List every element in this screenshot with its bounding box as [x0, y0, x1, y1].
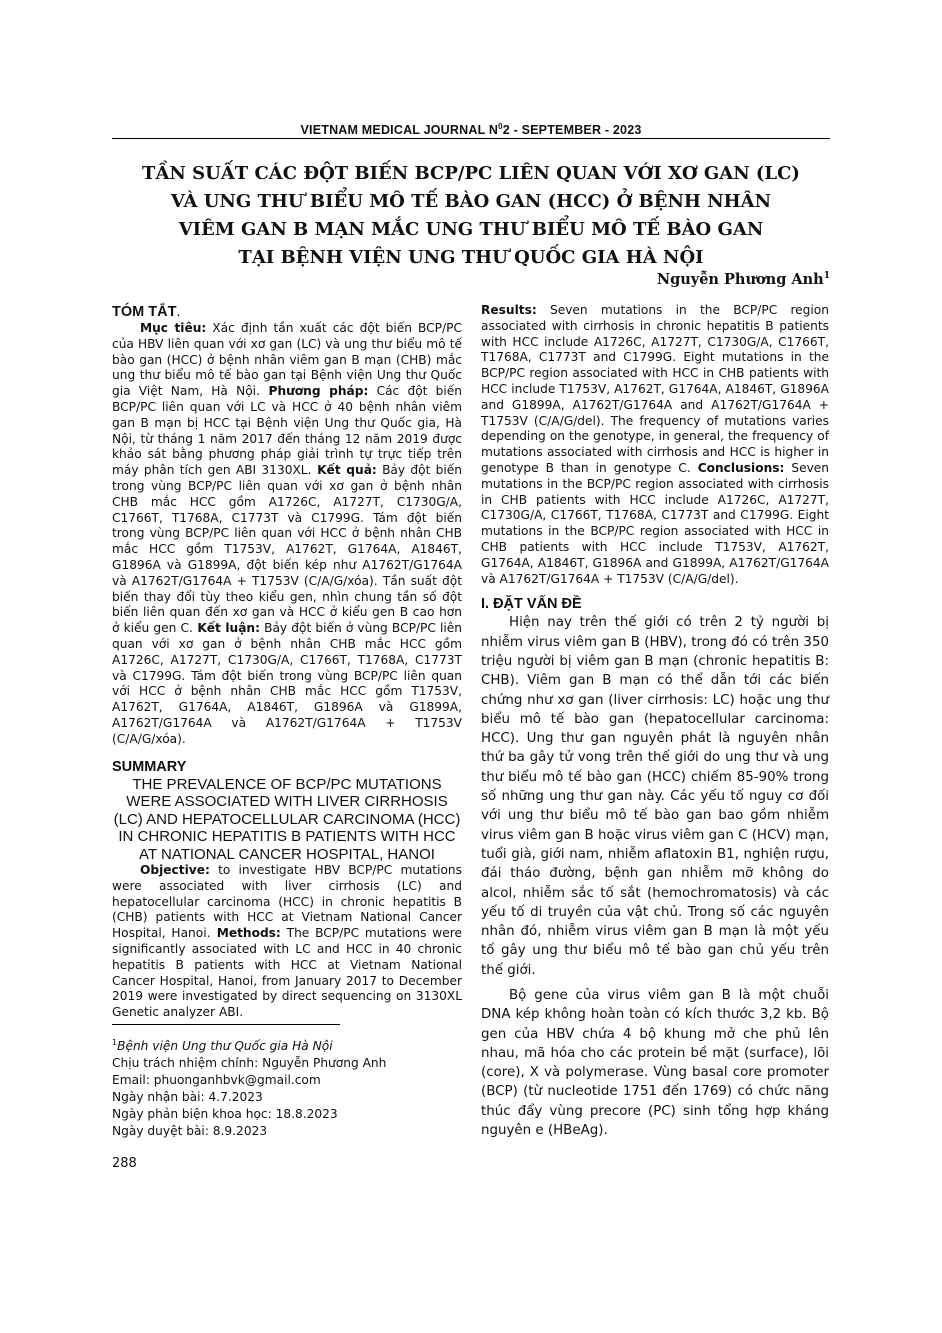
abstract-vi-text: Mục tiêu: Xác định tần xuất các đột biến BCP/PC của HBV liên quan với xơ gan (LC) và ung thư biểu mô tế bào gan (HCC) ở bệnh nhân viêm gan B mạn (CHB) mắc ung thư biểu mô tế bào gan tại Bệnh viện Ung thư Quốc gia Việt Nam, Hà Nội. Phương pháp: Các đột biến BCP/PC liên quan với LC và HCC ở 40 bệnh nhân viêm gan B mạn bị HCC tại Bệnh viện Ung thư Quốc gia, Hà Nội, từ tháng 1 năm 2017 đến tháng 12 năm 2019 được khảo sát bằng phương pháp giải trình tự trực tiếp trên máy phân tích gen ABI 3130XL. Kết quả: Bảy đột biến trong vùng BCP/PC liên quan với xơ gan ở bệnh nhân CHB mắc HCC gồm A1726C, A1727T, C1730G/A, C1766T, T1768A, C1773T và C1799G. Tám đột biến trong vùng BCP/PC liên quan với HCC ở bệnh nhân CHB mắc HCC gồm T1753V, A1762T, G1764A, A1846T, G1896A và G1899A, đột biến kép như A1762T/G1764A và A1762T/G1764A + T1753V (C/A/G/xóa). Tần suất đột biến thay đổi tùy theo kiểu gen, nhìn chung tần số đột biến liên quan đến xơ gan và HCC ở kiểu gen B cao hơn ở kiểu gen C. Kết luận: Bảy đột biến ở vùng BCP/PC liên quan với xơ gan ở bệnh nhân CHB mắc HCC gồm A1726C, A1727T, C1730G/A, C1766T, T1768A, C1773T và C1799G. Tám đột biến trong vùng BCP/PC liên quan với HCC ở bệnh nhân CHB mắc HCC gồm T1753V, A1762T, G1764A, A1846T, G1896A và G1899A, A1762T/G1764A và A1762T/G1764A + T1753V (C/A/G/xóa). [112, 321, 463, 746]
footnote-email: Email: phuonganhbvk@gmail.com [112, 1072, 321, 1087]
intro-heading: I. ĐẶT VẤN ĐỀ [481, 596, 582, 613]
intro-paragraph-1: Hiện nay trên thế giới có trên 2 tỷ người bị nhiễm virus viêm gan B (HBV), trong đó có trên 350 triệu người bị viêm gan B mạn (chronic hepatitis B: CHB). Viêm gan B mạn có thể dẫn tới các biến chứng như xơ gan (liver cirrhosis: LC) hoặc ung thư biểu mô tế bào gan (hepatocellular carcinoma: HCC). Ung thư gan nguyên phát là nguyên nhân thứ ba gây tử vong trên thế giới do ung thư và ung thư biểu mô tế bào gan (HCC) chiếm 85-90% trong số những ung thư gan này. Các yếu tố nguy cơ đối với ung thư biểu mô tế bào gan bao gồm nhiễm virus viêm gan B hoặc virus viêm gan C (HCV) mạn, tuổi già, giới nam, nhiễm aflatoxin B1, nghiện rượu, đái tháo đường, bệnh gan nhiễm mỡ không do alcol, nhiễm sắc tố sắt (hemochromatosis) và các yếu tố di truyền của vật chủ. Trong số các nguyên nhân đó, nhiễm virus viêm gan B mạn là một yếu tố gây ung thư biểu mô tế bào gan chủ yếu trên thế giới. [481, 615, 829, 978]
abstract-heading: TÓM TẮT. [112, 304, 181, 320]
footnote-affiliation: $^1$Bệnh viện Ung thư Quốc gia Hà Nội [112, 1038, 333, 1054]
running-header: VIETNAM MEDICAL JOURNAL $N^02$ - SEPTEMBER - 2023 [300, 122, 642, 138]
footnote-responsible: Chịu trách nhiệm chính: Nguyễn Phương Anh [112, 1055, 387, 1070]
footnote-rule [112, 1024, 340, 1025]
right-column [481, 303, 829, 1140]
summary-text-part2: Results: Seven mutations in the BCP/PC region associated with cirrhosis in chronic hepatitis B patients with HCC include A1726C, A1727T, C1730G/A, C1766T, T1768A, C1773T and C1799G. Eight mutations in the BCP/PC region associated with HCC in CHB patients with HCC include T1753V, A1762T, G1764A, A1846T, G1896A and G1899A, A1762T/G1764A and A1762T/G1764A + T1753V (C/A/G/del). The frequency of mutations varies depending on the genotype, in general, the frequency of mutations associated with cirrhosis and HCC is higher in genotype B than in genotype C. Conclusions: Seven mutations in the BCP/PC region associated with cirrhosis in CHB patients with HCC include A1726C, A1727T, C1730G/A, C1766T, T1768A, C1773T and C1799G. Eight mutations in the BCP/PC region associated with HCC in CHB patients with HCC include T1753V, A1762T, G1764A, A1846T, G1896A and G1899A, A1762T/G1764A và A1762T/G1764A + T1753V (C/A/G/del). [481, 303, 830, 586]
title-line-1: TẦN SUẤT CÁC ĐỘT BIẾN BCP/PC LIÊN QUAN VỚI XƠ GAN (LC) [142, 163, 800, 184]
left-column [112, 303, 462, 1021]
header-superscript: 0 [498, 122, 503, 131]
page-number: 288 [112, 1156, 137, 1171]
header-rule [112, 138, 830, 139]
footnote-received: Ngày nhận bài: 4.7.2023 [112, 1089, 263, 1104]
title-line-3: VIÊM GAN B MẠN MẮC UNG THƯ BIỂU MÔ TẾ BÀO GAN [178, 219, 764, 240]
summary-heading: SUMMARY [112, 758, 187, 775]
article-title [112, 160, 830, 272]
footnote-accepted: Ngày duyệt bài: 8.9.2023 [112, 1123, 268, 1138]
author: Nguyễn Phương Anh$^1$ [656, 271, 830, 288]
summary-text-part1: Objective: to investigate HBV BCP/PC mutations were associated with liver cirrhosis (LC) and hepatocellular carcinoma (HCC) in chronic hepatitis B (CHB) patients with HCC at Vietnam National Cancer Hospital, Hanoi. Methods: The BCP/PC mutations were significantly associated with LC and HCC in 40 chronic hepatitis B patients with HCC at Vietnam National Cancer Hospital, Hanoi, from January 2017 to December 2019 were investigated by direct sequencing on 3130XL Genetic analyzer ABI. [112, 863, 462, 1020]
footnote-reviewed: Ngày phản biện khoa học: 18.8.2023 [112, 1106, 338, 1121]
footnote [112, 1035, 462, 1140]
summary-title: THE PREVALENCE OF BCP/PC MUTATIONS WERE ASSOCIATED WITH LIVER CIRRHOSIS (LC) AND HEPATOCELLULAR CARCINOMA (HCC) IN CHRONIC HEPATITIS B PATIENTS WITH HCC AT NATIONAL CANCER HOSPITAL, HANOI [113, 775, 461, 863]
title-line-4: TẠI BỆNH VIỆN UNG THƯ QUỐC GIA HÀ NỘI [238, 247, 704, 268]
author-affiliation-mark: 1 [823, 271, 830, 282]
intro-paragraph-2: Bộ gene của virus viêm gan B là một chuỗi DNA kép không hoàn toàn có kích thước 3,2 kb. Bộ gen của HBV chứa 4 bộ khung mở che phủ lên nhau, mã hóa cho các protein bề mặt (surface), lõi (core), X và polymerase. Vùng basal core promoter (BCP) (từ nucleotide 1751 đến 1769) có chức năng thúc đẩy vùng precore (PC) sinh tổng hợp kháng nguyên e (HBeAg). [481, 987, 829, 1139]
title-line-2: VÀ UNG THƯ BIỂU MÔ TẾ BÀO GAN (HCC) Ở BỆNH NHÂN [170, 191, 772, 212]
